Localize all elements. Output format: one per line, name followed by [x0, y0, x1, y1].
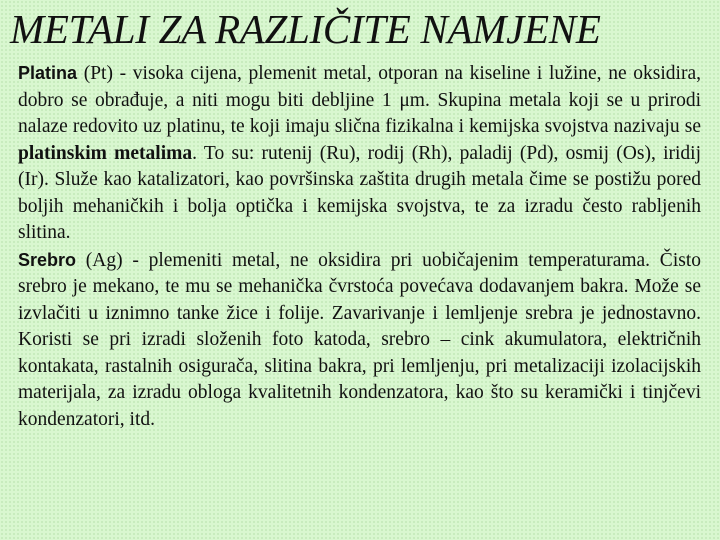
term-platina: Platina	[18, 63, 78, 83]
slide-title: METALI ZA RAZLIČITE NAMJENE	[10, 6, 601, 52]
paragraph-srebro	[18, 247, 701, 434]
platina-text-part2: . To su: rutenij (Ru), rodij (Rh), paladij (Pd), osmij (Os), iridij (Ir). Služe kao katalizatori, kao površinska zaštita drugih metala čime se postižu pored boljih mehaničkih i bolja optička i kemijska svojstva, te za izradu često rabljenih slitina.	[18, 142, 702, 243]
term-srebro: Srebro	[18, 249, 77, 270]
srebro-text: (Ag) - plemeniti metal, ne oksidira pri uobičajenim temperaturama. Čisto srebro je mekano, te mu se mehanička čvrstoća povećava dodavanjem bakra. Može se izvlačiti u iznimno tanke žice i folije. Zavarivanje i lemljenje srebra je jednostavno. Koristi se pri izradi složenih foto katoda, srebro – cink akumulatora, električnih kontakata, rastalnih osigurača, slitina bakra, pri lemljenju, pri metalizaciji izolacijskih materijala, za izradu obloga kvalitetnih kondenzatora, kao što su keramički i tinjčevi kondenzatori, itd.	[18, 249, 701, 430]
slide-body	[18, 60, 701, 433]
platina-text-part1: (Pt) - visoka cijena, plemenit metal, otporan na kiseline i lužine, ne oksidira, dobro se obrađuje, a niti mogu biti debljine 1 μm. Skupina metala koji se u prirodi nalaze redovito uz platinu, te koji imaju slična fizikalna i kemijska svojstva nazivaju se	[18, 63, 701, 137]
term-platinski-metali: platinskim metalima	[18, 142, 193, 164]
paragraph-platina	[18, 60, 701, 247]
